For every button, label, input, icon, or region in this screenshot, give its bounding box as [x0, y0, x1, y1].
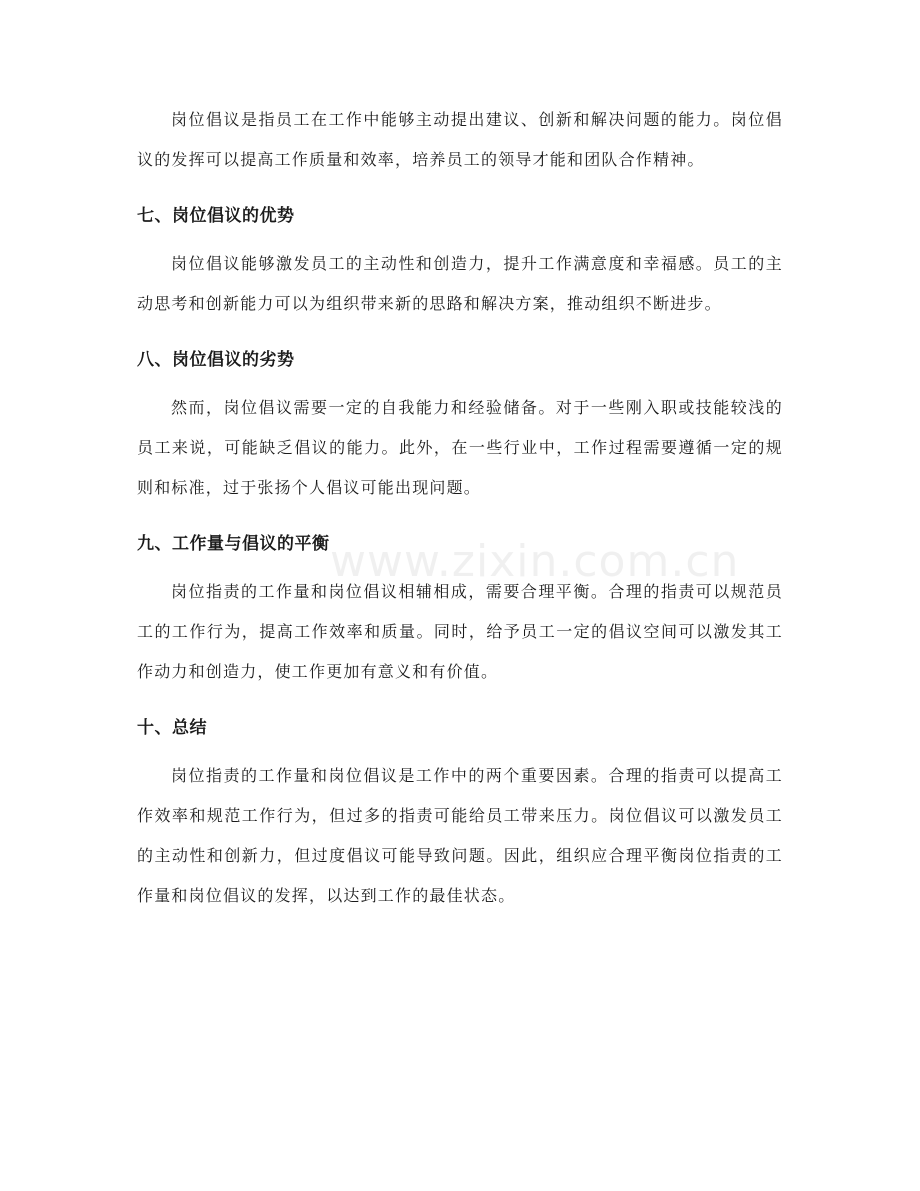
section-8-body: 然而，岗位倡议需要一定的自我能力和经验储备。对于一些刚入职或技能较浅的员工来说，可能缺乏倡议的能力。此外，在一些行业中，工作过程需要遵循一定的规则和标准，过于张扬个人倡议可能出现问题。 — [137, 398, 783, 497]
intro-paragraph: 岗位倡议是指员工在工作中能够主动提出建议、创新和解决问题的能力。岗位倡议的发挥可以提高工作质量和效率，培养员工的领导才能和团队合作精神。 — [137, 110, 783, 169]
section-9-heading: 九、工作量与倡议的平衡 — [137, 534, 330, 554]
section-10-body: 岗位指责的工作量和岗位倡议是工作中的两个重要因素。合理的指责可以提高工作效率和规范工作行为，但过多的指责可能给员工带来压力。岗位倡议可以激发员工的主动性和创新力，但过度倡议可能导致问题。因此，组织应合理平衡岗位指责的工作量和岗位倡议的发挥，以达到工作的最佳状态。 — [137, 766, 783, 905]
section-7-heading: 七、岗位倡议的优势 — [137, 206, 295, 226]
section-10-heading: 十、总结 — [137, 718, 207, 738]
section-9-body: 岗位指责的工作量和岗位倡议相辅相成，需要合理平衡。合理的指责可以规范员工的工作行为，提高工作效率和质量。同时，给予员工一定的倡议空间可以激发其工作动力和创造力，使工作更加有意义和有价值。 — [137, 582, 783, 681]
section-8-heading: 八、岗位倡议的劣势 — [137, 350, 295, 370]
watermark: www.zixin.com.cn — [330, 536, 740, 587]
document-page — [137, 100, 783, 916]
section-7-body: 岗位倡议能够激发员工的主动性和创造力，提升工作满意度和幸福感。员工的主动思考和创新能力可以为组织带来新的思路和解决方案，推动组织不断进步。 — [137, 254, 783, 313]
